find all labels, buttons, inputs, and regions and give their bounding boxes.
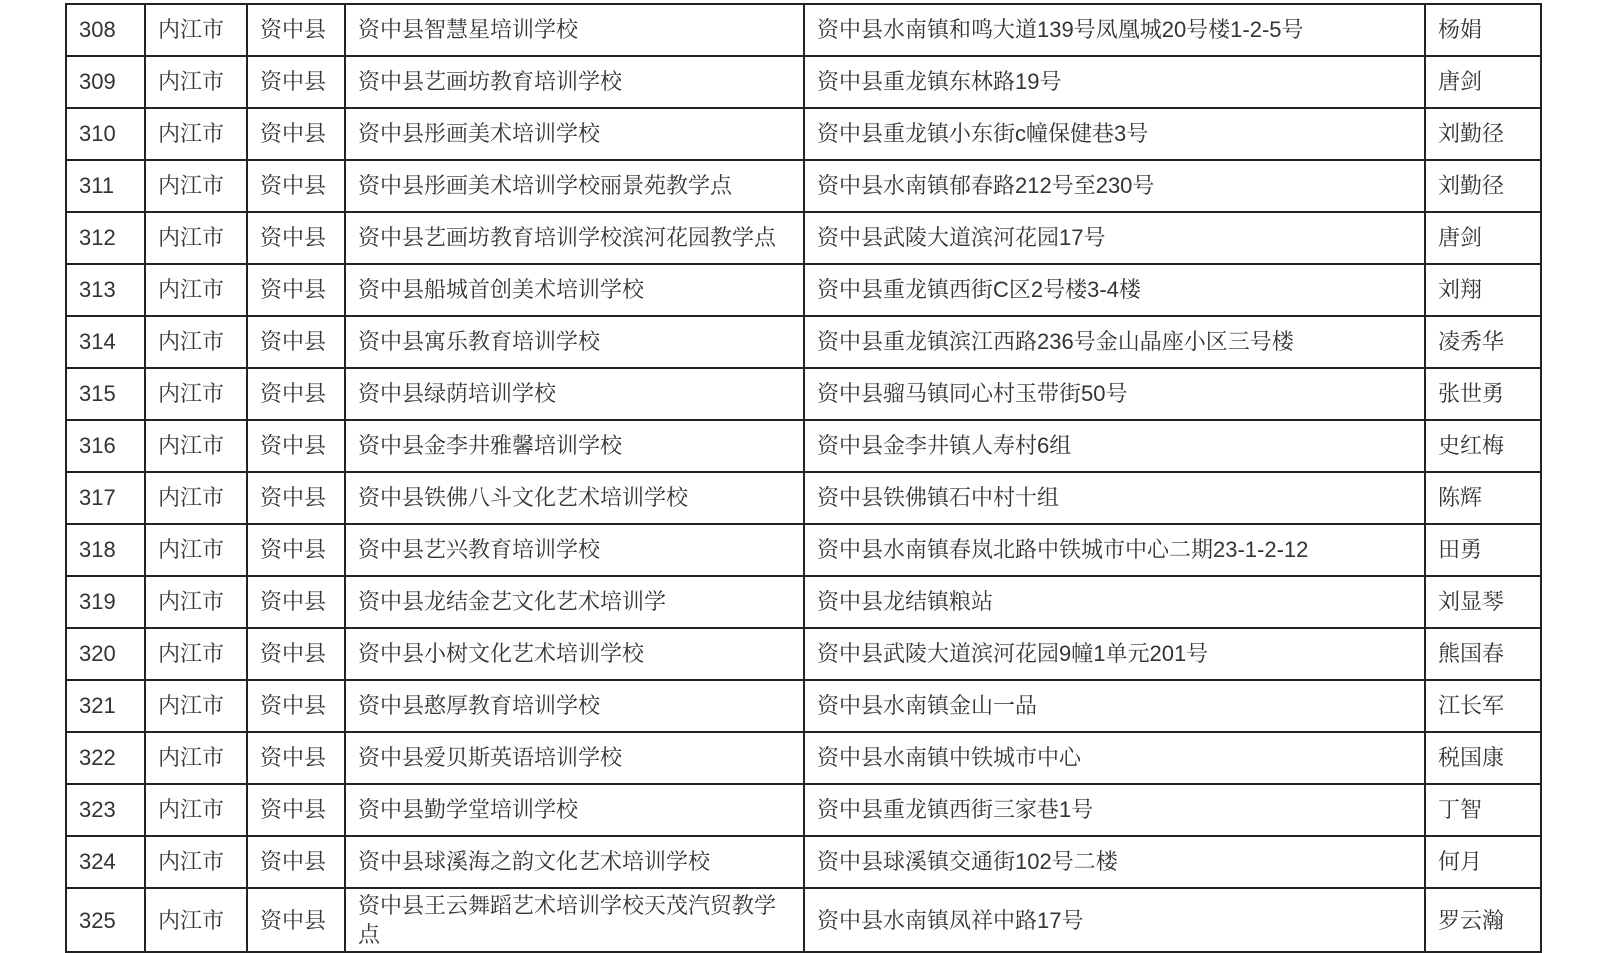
- training-schools-table: [65, 3, 1542, 953]
- county-cell: 资中县: [247, 4, 345, 56]
- table-row: [66, 264, 1541, 316]
- school-name-cell: 资中县彤画美术培训学校丽景苑教学点: [345, 160, 804, 212]
- table-row: [66, 316, 1541, 368]
- contact-cell: 史红梅: [1425, 420, 1541, 472]
- city-cell: 内江市: [145, 524, 247, 576]
- contact-cell: 唐剑: [1425, 212, 1541, 264]
- school-name-cell: 资中县金李井雅馨培训学校: [345, 420, 804, 472]
- table-row: [66, 576, 1541, 628]
- city-cell: 内江市: [145, 264, 247, 316]
- address-cell: 资中县重龙镇小东街c幢保健巷3号: [804, 108, 1425, 160]
- row-number-cell: 310: [66, 108, 145, 160]
- table-body: [66, 4, 1541, 952]
- table-row: [66, 472, 1541, 524]
- address-cell: 资中县龙结镇粮站: [804, 576, 1425, 628]
- city-cell: 内江市: [145, 888, 247, 952]
- row-number-cell: 315: [66, 368, 145, 420]
- contact-cell: 丁智: [1425, 784, 1541, 836]
- county-cell: 资中县: [247, 212, 345, 264]
- school-name-cell: 资中县龙结金艺文化艺术培训学: [345, 576, 804, 628]
- address-cell: 资中县水南镇和鸣大道139号凤凰城20号楼1-2-5号: [804, 4, 1425, 56]
- contact-cell: 杨娟: [1425, 4, 1541, 56]
- row-number-cell: 312: [66, 212, 145, 264]
- address-cell: 资中县武陵大道滨河花园9幢1单元201号: [804, 628, 1425, 680]
- city-cell: 内江市: [145, 784, 247, 836]
- row-number-cell: 318: [66, 524, 145, 576]
- county-cell: 资中县: [247, 836, 345, 888]
- address-cell: 资中县水南镇凤祥中路17号: [804, 888, 1425, 952]
- county-cell: 资中县: [247, 368, 345, 420]
- table-row: [66, 420, 1541, 472]
- row-number-cell: 324: [66, 836, 145, 888]
- table-row: [66, 56, 1541, 108]
- table-row: [66, 368, 1541, 420]
- contact-cell: 税国康: [1425, 732, 1541, 784]
- school-registry-table: [65, 3, 1542, 953]
- row-number-cell: 309: [66, 56, 145, 108]
- address-cell: 资中县重龙镇滨江西路236号金山晶座小区三号楼: [804, 316, 1425, 368]
- contact-cell: 凌秀华: [1425, 316, 1541, 368]
- city-cell: 内江市: [145, 316, 247, 368]
- row-number-cell: 314: [66, 316, 145, 368]
- county-cell: 资中县: [247, 784, 345, 836]
- contact-cell: 张世勇: [1425, 368, 1541, 420]
- contact-cell: 刘勤径: [1425, 108, 1541, 160]
- city-cell: 内江市: [145, 420, 247, 472]
- row-number-cell: 319: [66, 576, 145, 628]
- county-cell: 资中县: [247, 264, 345, 316]
- table-row: [66, 784, 1541, 836]
- address-cell: 资中县水南镇郁春路212号至230号: [804, 160, 1425, 212]
- county-cell: 资中县: [247, 160, 345, 212]
- county-cell: 资中县: [247, 56, 345, 108]
- address-cell: 资中县重龙镇东林路19号: [804, 56, 1425, 108]
- city-cell: 内江市: [145, 576, 247, 628]
- county-cell: 资中县: [247, 680, 345, 732]
- school-name-cell: 资中县爱贝斯英语培训学校: [345, 732, 804, 784]
- city-cell: 内江市: [145, 680, 247, 732]
- address-cell: 资中县金李井镇人寿村6组: [804, 420, 1425, 472]
- row-number-cell: 308: [66, 4, 145, 56]
- city-cell: 内江市: [145, 628, 247, 680]
- table-row: [66, 212, 1541, 264]
- school-name-cell: 资中县智慧星培训学校: [345, 4, 804, 56]
- city-cell: 内江市: [145, 732, 247, 784]
- county-cell: 资中县: [247, 108, 345, 160]
- row-number-cell: 325: [66, 888, 145, 952]
- address-cell: 资中县重龙镇西街C区2号楼3-4楼: [804, 264, 1425, 316]
- address-cell: 资中县骝马镇同心村玉带街50号: [804, 368, 1425, 420]
- contact-cell: 罗云瀚: [1425, 888, 1541, 952]
- county-cell: 资中县: [247, 888, 345, 952]
- school-name-cell: 资中县勤学堂培训学校: [345, 784, 804, 836]
- city-cell: 内江市: [145, 836, 247, 888]
- school-name-cell: 资中县王云舞蹈艺术培训学校天茂汽贸教学点: [345, 888, 804, 952]
- row-number-cell: 311: [66, 160, 145, 212]
- row-number-cell: 322: [66, 732, 145, 784]
- row-number-cell: 316: [66, 420, 145, 472]
- table-row: [66, 888, 1541, 952]
- city-cell: 内江市: [145, 212, 247, 264]
- address-cell: 资中县水南镇春岚北路中铁城市中心二期23-1-2-12: [804, 524, 1425, 576]
- table-row: [66, 836, 1541, 888]
- table-row: [66, 160, 1541, 212]
- school-name-cell: 资中县船城首创美术培训学校: [345, 264, 804, 316]
- address-cell: 资中县球溪镇交通街102号二楼: [804, 836, 1425, 888]
- address-cell: 资中县重龙镇西街三家巷1号: [804, 784, 1425, 836]
- table-row: [66, 628, 1541, 680]
- county-cell: 资中县: [247, 420, 345, 472]
- school-name-cell: 资中县艺画坊教育培训学校滨河花园教学点: [345, 212, 804, 264]
- address-cell: 资中县铁佛镇石中村十组: [804, 472, 1425, 524]
- city-cell: 内江市: [145, 4, 247, 56]
- table-row: [66, 524, 1541, 576]
- school-name-cell: 资中县寓乐教育培训学校: [345, 316, 804, 368]
- city-cell: 内江市: [145, 56, 247, 108]
- school-name-cell: 资中县艺画坊教育培训学校: [345, 56, 804, 108]
- contact-cell: 刘显琴: [1425, 576, 1541, 628]
- row-number-cell: 313: [66, 264, 145, 316]
- contact-cell: 唐剑: [1425, 56, 1541, 108]
- contact-cell: 刘勤径: [1425, 160, 1541, 212]
- contact-cell: 江长军: [1425, 680, 1541, 732]
- county-cell: 资中县: [247, 472, 345, 524]
- school-name-cell: 资中县彤画美术培训学校: [345, 108, 804, 160]
- address-cell: 资中县水南镇中铁城市中心: [804, 732, 1425, 784]
- row-number-cell: 317: [66, 472, 145, 524]
- county-cell: 资中县: [247, 732, 345, 784]
- county-cell: 资中县: [247, 316, 345, 368]
- contact-cell: 何月: [1425, 836, 1541, 888]
- address-cell: 资中县水南镇金山一品: [804, 680, 1425, 732]
- school-name-cell: 资中县憨厚教育培训学校: [345, 680, 804, 732]
- city-cell: 内江市: [145, 368, 247, 420]
- row-number-cell: 320: [66, 628, 145, 680]
- row-number-cell: 321: [66, 680, 145, 732]
- table-row: [66, 732, 1541, 784]
- city-cell: 内江市: [145, 160, 247, 212]
- city-cell: 内江市: [145, 472, 247, 524]
- county-cell: 资中县: [247, 576, 345, 628]
- table-row: [66, 680, 1541, 732]
- school-name-cell: 资中县绿荫培训学校: [345, 368, 804, 420]
- school-name-cell: 资中县小树文化艺术培训学校: [345, 628, 804, 680]
- row-number-cell: 323: [66, 784, 145, 836]
- table-row: [66, 4, 1541, 56]
- contact-cell: 陈辉: [1425, 472, 1541, 524]
- address-cell: 资中县武陵大道滨河花园17号: [804, 212, 1425, 264]
- city-cell: 内江市: [145, 108, 247, 160]
- table-row: [66, 108, 1541, 160]
- county-cell: 资中县: [247, 524, 345, 576]
- contact-cell: 田勇: [1425, 524, 1541, 576]
- county-cell: 资中县: [247, 628, 345, 680]
- school-name-cell: 资中县艺兴教育培训学校: [345, 524, 804, 576]
- school-name-cell: 资中县球溪海之韵文化艺术培训学校: [345, 836, 804, 888]
- contact-cell: 刘翔: [1425, 264, 1541, 316]
- contact-cell: 熊国春: [1425, 628, 1541, 680]
- school-name-cell: 资中县铁佛八斗文化艺术培训学校: [345, 472, 804, 524]
